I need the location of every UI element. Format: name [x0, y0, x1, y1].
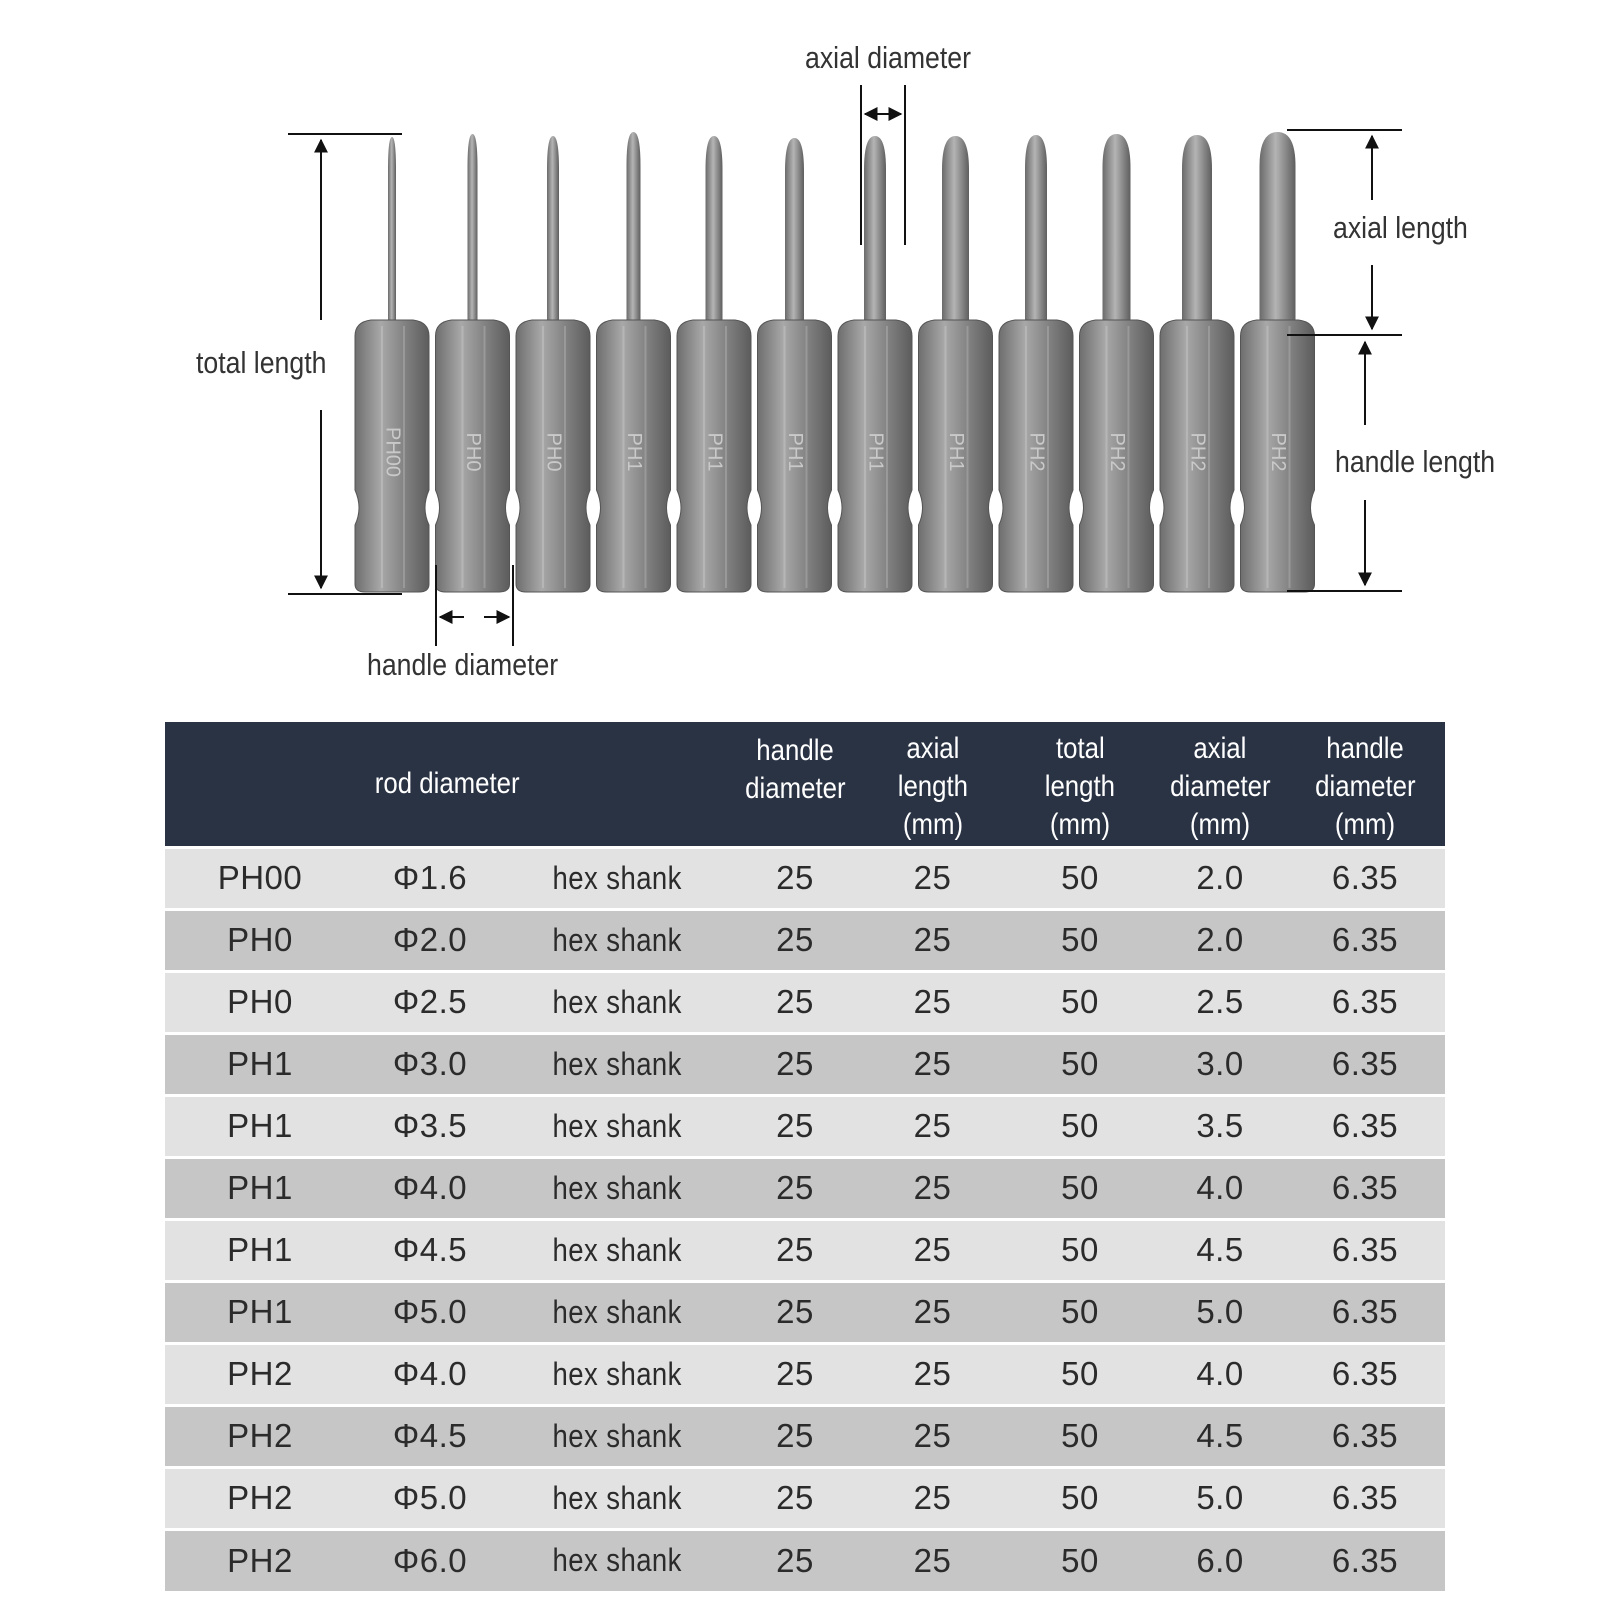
cell-shank: hex shank [552, 1293, 683, 1330]
cell-type: PH2 [227, 1479, 293, 1516]
table-row [165, 971, 1445, 1033]
spec-table [165, 722, 1445, 1591]
screwdriver-bit [597, 132, 671, 592]
screwdriver-bit [436, 134, 510, 592]
cell-axial-diameter: 2.0 [1196, 921, 1244, 958]
cell-handle-diameter: 25 [776, 1169, 814, 1206]
screwdriver-bit [677, 136, 751, 592]
cell-handle-diameter: 25 [776, 1045, 814, 1082]
cell-total-length: 50 [1061, 1169, 1099, 1206]
cell-rod-diameter: Φ4.0 [392, 1355, 468, 1392]
cell-type: PH1 [227, 1045, 293, 1082]
bit-marking: PH0 [542, 432, 565, 472]
cell-shank: hex shank [552, 1231, 683, 1268]
cell-rod-diameter: Φ4.0 [392, 1169, 468, 1206]
cell-axial-length: 25 [913, 859, 952, 896]
bit-tip [1103, 134, 1131, 326]
header-handle-diameter: handle diameter [744, 733, 846, 805]
cell-type: PH1 [227, 1169, 293, 1206]
header-axial-diameter: axial diameter (mm) [1169, 731, 1271, 841]
cell-type: PH2 [227, 1541, 293, 1579]
cell-axial-diameter: 3.0 [1196, 1045, 1244, 1082]
cell-axial-length: 25 [913, 1355, 952, 1392]
cell-type: PH2 [227, 1417, 293, 1454]
cell-total-length: 50 [1061, 1045, 1099, 1082]
cell-rod-diameter: Φ6.0 [392, 1541, 468, 1579]
cell-axial-diameter: 6.0 [1196, 1541, 1244, 1579]
bit-set-illustration [0, 0, 1601, 700]
table-row [165, 1033, 1445, 1095]
cell-handle-diameter-mm: 6.35 [1331, 1231, 1399, 1268]
cell-shank: hex shank [552, 1479, 683, 1516]
bit-marking: PH1 [945, 432, 968, 472]
bit-tip [547, 136, 559, 326]
cell-total-length: 50 [1061, 1355, 1099, 1392]
label-handle-length: handle length [1335, 444, 1496, 479]
bit-tip [942, 136, 969, 326]
bit-tip [1025, 135, 1047, 326]
cell-shank: hex shank [552, 983, 683, 1020]
cell-shank: hex shank [552, 921, 683, 958]
screwdriver-bit [758, 138, 832, 592]
cell-axial-length: 25 [913, 1231, 952, 1268]
cell-type: PH0 [227, 921, 293, 958]
table-row [165, 1343, 1445, 1405]
cell-axial-diameter: 4.5 [1196, 1417, 1244, 1454]
cell-rod-diameter: Φ3.0 [392, 1045, 468, 1082]
cell-axial-diameter: 4.0 [1196, 1169, 1244, 1206]
cell-axial-diameter: 3.5 [1196, 1107, 1244, 1144]
cell-rod-diameter: Φ4.5 [392, 1231, 468, 1268]
screwdriver-bit [919, 136, 993, 592]
bit-marking: PH1 [623, 432, 646, 472]
cell-handle-diameter-mm: 6.35 [1331, 1169, 1399, 1206]
bit-tip [388, 137, 396, 326]
cell-handle-diameter: 25 [776, 1479, 814, 1516]
cell-shank: hex shank [552, 1045, 683, 1082]
cell-handle-diameter-mm: 6.35 [1331, 859, 1399, 896]
cell-handle-diameter-mm: 6.35 [1331, 1479, 1399, 1516]
cell-shank: hex shank [552, 1107, 683, 1144]
cell-type: PH2 [227, 1355, 293, 1392]
cell-rod-diameter: Φ5.0 [392, 1479, 468, 1516]
table-row [165, 1157, 1445, 1219]
cell-total-length: 50 [1061, 1293, 1099, 1330]
table-header-row [165, 722, 1445, 847]
cell-handle-diameter-mm: 6.35 [1331, 983, 1399, 1020]
bit-tip [1182, 135, 1212, 326]
cell-handle-diameter: 25 [776, 1107, 814, 1144]
bit-marking: PH1 [864, 432, 887, 472]
screwdriver-bit [355, 137, 429, 592]
header-total-length: total length (mm) [1044, 731, 1116, 841]
cell-handle-diameter-mm: 6.35 [1331, 1107, 1399, 1144]
cell-shank: hex shank [552, 859, 683, 896]
bit-marking: PH1 [784, 432, 807, 472]
cell-shank: hex shank [552, 1417, 683, 1454]
cell-axial-diameter: 4.0 [1196, 1355, 1244, 1392]
bit-tip [864, 136, 886, 326]
cell-axial-length: 25 [913, 1541, 952, 1579]
cell-axial-diameter: 4.5 [1196, 1231, 1244, 1268]
cell-type: PH1 [227, 1107, 293, 1144]
cell-handle-diameter: 25 [776, 1293, 814, 1330]
screwdriver-bit [1241, 132, 1315, 592]
table-row [165, 1467, 1445, 1529]
cell-axial-length: 25 [913, 1107, 952, 1144]
cell-axial-diameter: 5.0 [1196, 1479, 1244, 1516]
label-total-length: total length [196, 345, 327, 380]
cell-axial-diameter: 2.5 [1196, 983, 1244, 1020]
bit-marking: PH00 [381, 426, 404, 478]
screwdriver-bit [1080, 134, 1154, 592]
cell-handle-diameter-mm: 6.35 [1331, 1417, 1399, 1454]
cell-type: PH1 [227, 1293, 293, 1330]
cell-handle-diameter: 25 [776, 1231, 814, 1268]
cell-axial-length: 25 [913, 1169, 952, 1206]
cell-rod-diameter: Φ2.0 [392, 921, 468, 958]
cell-total-length: 50 [1061, 1417, 1099, 1454]
screwdriver-bit [516, 136, 590, 592]
cell-axial-length: 25 [913, 1045, 952, 1082]
label-axial-length: axial length [1333, 210, 1468, 245]
cell-rod-diameter: Φ2.5 [392, 983, 468, 1020]
cell-axial-length: 25 [913, 983, 952, 1020]
screwdriver-bit [838, 136, 912, 592]
table-row [165, 1405, 1445, 1467]
cell-handle-diameter: 25 [776, 983, 814, 1020]
bit-marking: PH2 [1186, 432, 1209, 472]
cell-total-length: 50 [1061, 1231, 1099, 1268]
cell-total-length: 50 [1061, 921, 1099, 958]
screwdriver-bit [1160, 135, 1234, 592]
cell-axial-length: 25 [913, 1417, 952, 1454]
label-handle-diameter: handle diameter [367, 647, 559, 682]
bit-marking: PH2 [1106, 432, 1129, 472]
cell-rod-diameter: Φ1.6 [392, 859, 468, 896]
table-row [165, 1281, 1445, 1343]
bit-marking: PH2 [1025, 432, 1048, 472]
cell-shank: hex shank [552, 1169, 683, 1206]
cell-handle-diameter: 25 [776, 859, 814, 896]
bit-tip [785, 138, 804, 326]
cell-axial-diameter: 5.0 [1196, 1293, 1244, 1330]
cell-axial-length: 25 [913, 1479, 952, 1516]
cell-shank: hex shank [552, 1542, 683, 1579]
cell-handle-diameter: 25 [776, 1541, 814, 1579]
table-row [165, 1219, 1445, 1281]
cell-type: PH1 [227, 1231, 293, 1268]
cell-handle-diameter-mm: 6.35 [1331, 1355, 1399, 1392]
cell-handle-diameter: 25 [776, 1417, 814, 1454]
cell-handle-diameter-mm: 6.35 [1331, 1541, 1399, 1579]
cell-handle-diameter-mm: 6.35 [1331, 1045, 1399, 1082]
cell-handle-diameter-mm: 6.35 [1331, 1293, 1399, 1330]
cell-handle-diameter: 25 [776, 1355, 814, 1392]
screwdriver-bit [999, 135, 1073, 592]
cell-handle-diameter-mm: 6.35 [1331, 921, 1399, 958]
table-row [165, 1529, 1445, 1591]
cell-axial-length: 25 [913, 1293, 952, 1330]
cell-axial-length: 25 [913, 921, 952, 958]
table-row [165, 847, 1445, 909]
cell-type: PH0 [227, 983, 293, 1020]
cell-type: PH00 [217, 859, 303, 896]
table-row [165, 909, 1445, 971]
cell-rod-diameter: Φ5.0 [392, 1293, 468, 1330]
cell-total-length: 50 [1061, 1107, 1099, 1144]
header-rod-diameter: rod diameter [375, 766, 520, 800]
cell-handle-diameter: 25 [776, 921, 814, 958]
cell-shank: hex shank [552, 1355, 683, 1392]
table-row [165, 1095, 1445, 1157]
cell-total-length: 50 [1061, 983, 1099, 1020]
bit-marking: PH1 [703, 432, 726, 472]
header-axial-length: axial length (mm) [897, 731, 968, 841]
bit-marking: PH2 [1267, 432, 1290, 472]
bit-tip [1260, 132, 1296, 326]
bit-tip [468, 134, 478, 326]
label-axial-diameter: axial diameter [805, 40, 971, 75]
bit-tip [627, 132, 641, 326]
cell-total-length: 50 [1061, 1541, 1099, 1579]
cell-rod-diameter: Φ3.5 [392, 1107, 468, 1144]
cell-rod-diameter: Φ4.5 [392, 1417, 468, 1454]
bit-tip [706, 136, 723, 326]
cell-total-length: 50 [1061, 859, 1099, 896]
bit-marking: PH0 [462, 432, 485, 472]
header-handle-diameter-mm: handle diameter (mm) [1314, 731, 1416, 841]
cell-axial-diameter: 2.0 [1196, 859, 1244, 896]
cell-total-length: 50 [1061, 1479, 1099, 1516]
